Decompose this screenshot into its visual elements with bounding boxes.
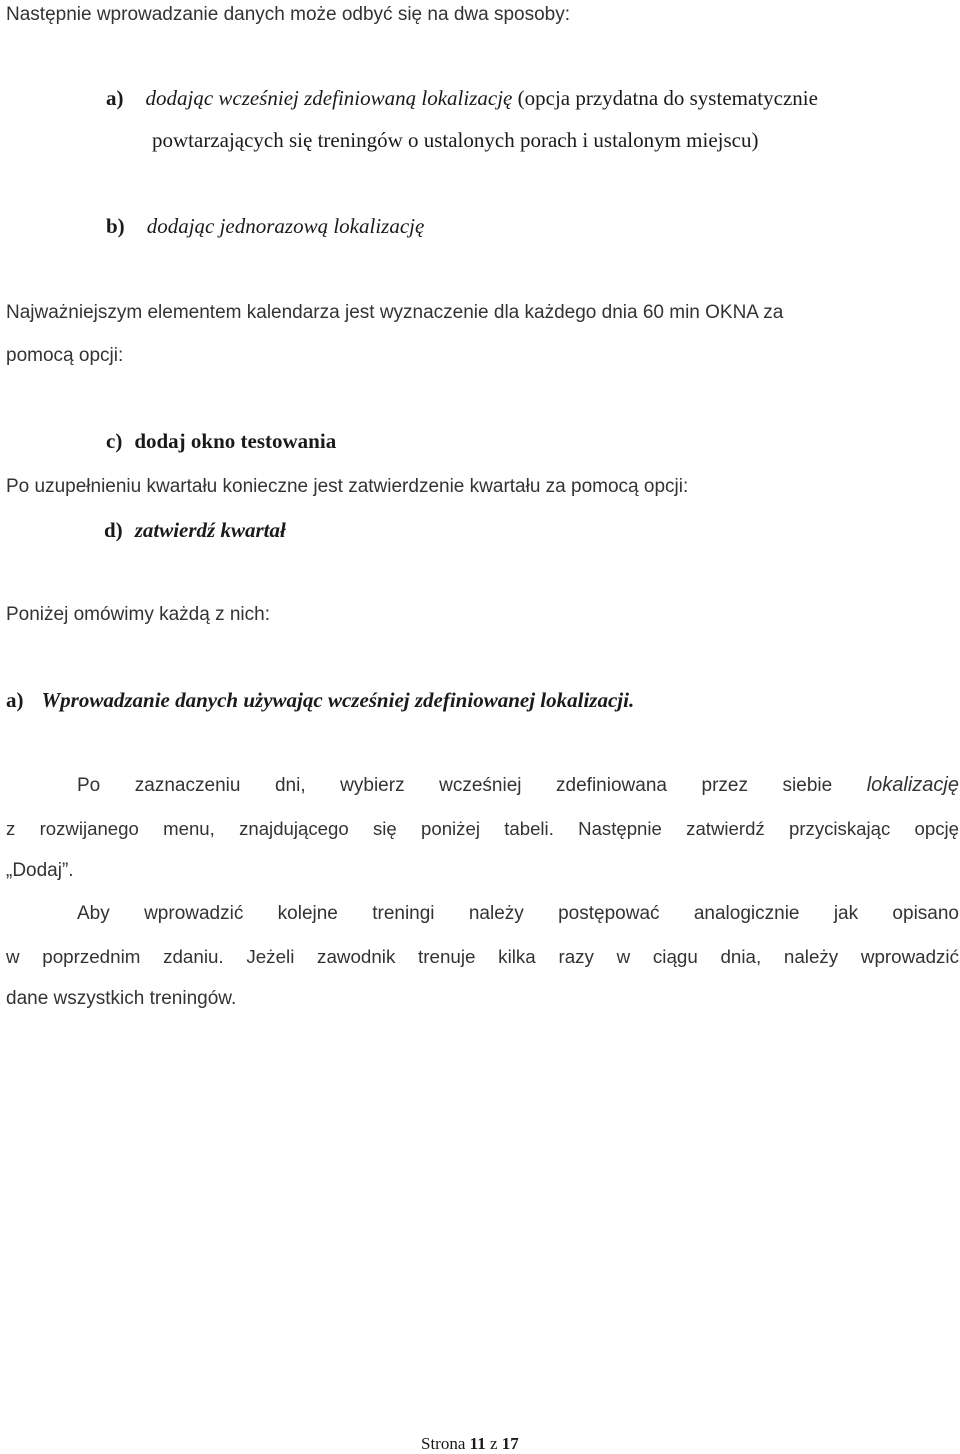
window-paragraph-line1: Najważniejszym elementem kalendarza jest wyznaczenie dla każdego dnia 60 min OKNA za [6,302,784,323]
paragraph1-line2: z rozwijanego menu, znajdującego się poniżej tabeli. Następnie zatwierdź przyciskając opcję [6,818,959,839]
option-a-title: dodając wcześniej zdefiniowaną lokalizację [145,86,513,110]
window-paragraph-line2: pomocą opcji: [6,345,124,366]
footer-separator: z [489,1434,498,1453]
option-a-desc-cont: powtarzających się treningów o ustalonych porach i ustalonym miejscu) [152,128,759,152]
paragraph2-line1: Aby wprowadzić kolejne treningi należy postępować analogicznie jak opisano [77,903,959,924]
option-d-title: zatwierdź kwartał [134,518,286,542]
footer-total-pages: 17 [501,1434,519,1453]
section-a-label: a) [6,688,24,712]
option-b-label: b) [106,214,125,238]
section-a-title: Wprowadzanie danych używając wcześniej zdefiniowanej lokalizacji. [41,688,635,712]
footer-current-page: 11 [469,1434,486,1453]
below-text: Poniżej omówimy każdą z nich: [6,604,270,625]
paragraph1-line1-emphasis: lokalizację [866,774,959,796]
quarter-paragraph: Po uzupełnieniu kwartału konieczne jest zatwierdzenie kwartału za pomocą opcji: [6,476,689,497]
paragraph2-line2: w poprzednim zdaniu. Jeżeli zawodnik trenuje kilka razy w ciągu dnia, należy wprowadzić [6,946,959,967]
option-a-desc: (opcja przydatna do systematycznie [517,86,818,110]
option-c [106,429,336,454]
option-b [106,214,424,239]
option-d-label: d) [104,518,123,542]
option-c-label: c) [106,429,123,453]
option-a [106,86,818,111]
intro-text: Następnie wprowadzanie danych może odbyć się na dwa sposoby: [6,4,570,25]
footer-prefix: Strona [421,1434,466,1453]
paragraph2-line3: dane wszystkich treningów. [6,988,237,1009]
option-d [104,518,286,543]
option-a-label: a) [106,86,124,110]
page-footer [421,1434,519,1454]
option-c-title: dodaj okno testowania [134,429,337,453]
section-a-heading [6,688,634,713]
paragraph1-line1 [77,774,959,797]
paragraph1-line1-text: Po zaznaczeniu dni, wybierz wcześniej zdefiniowana przez siebie [77,775,833,796]
paragraph1-line3: „Dodaj”. [6,860,74,881]
option-b-title: dodając jednorazową lokalizację [146,214,425,238]
